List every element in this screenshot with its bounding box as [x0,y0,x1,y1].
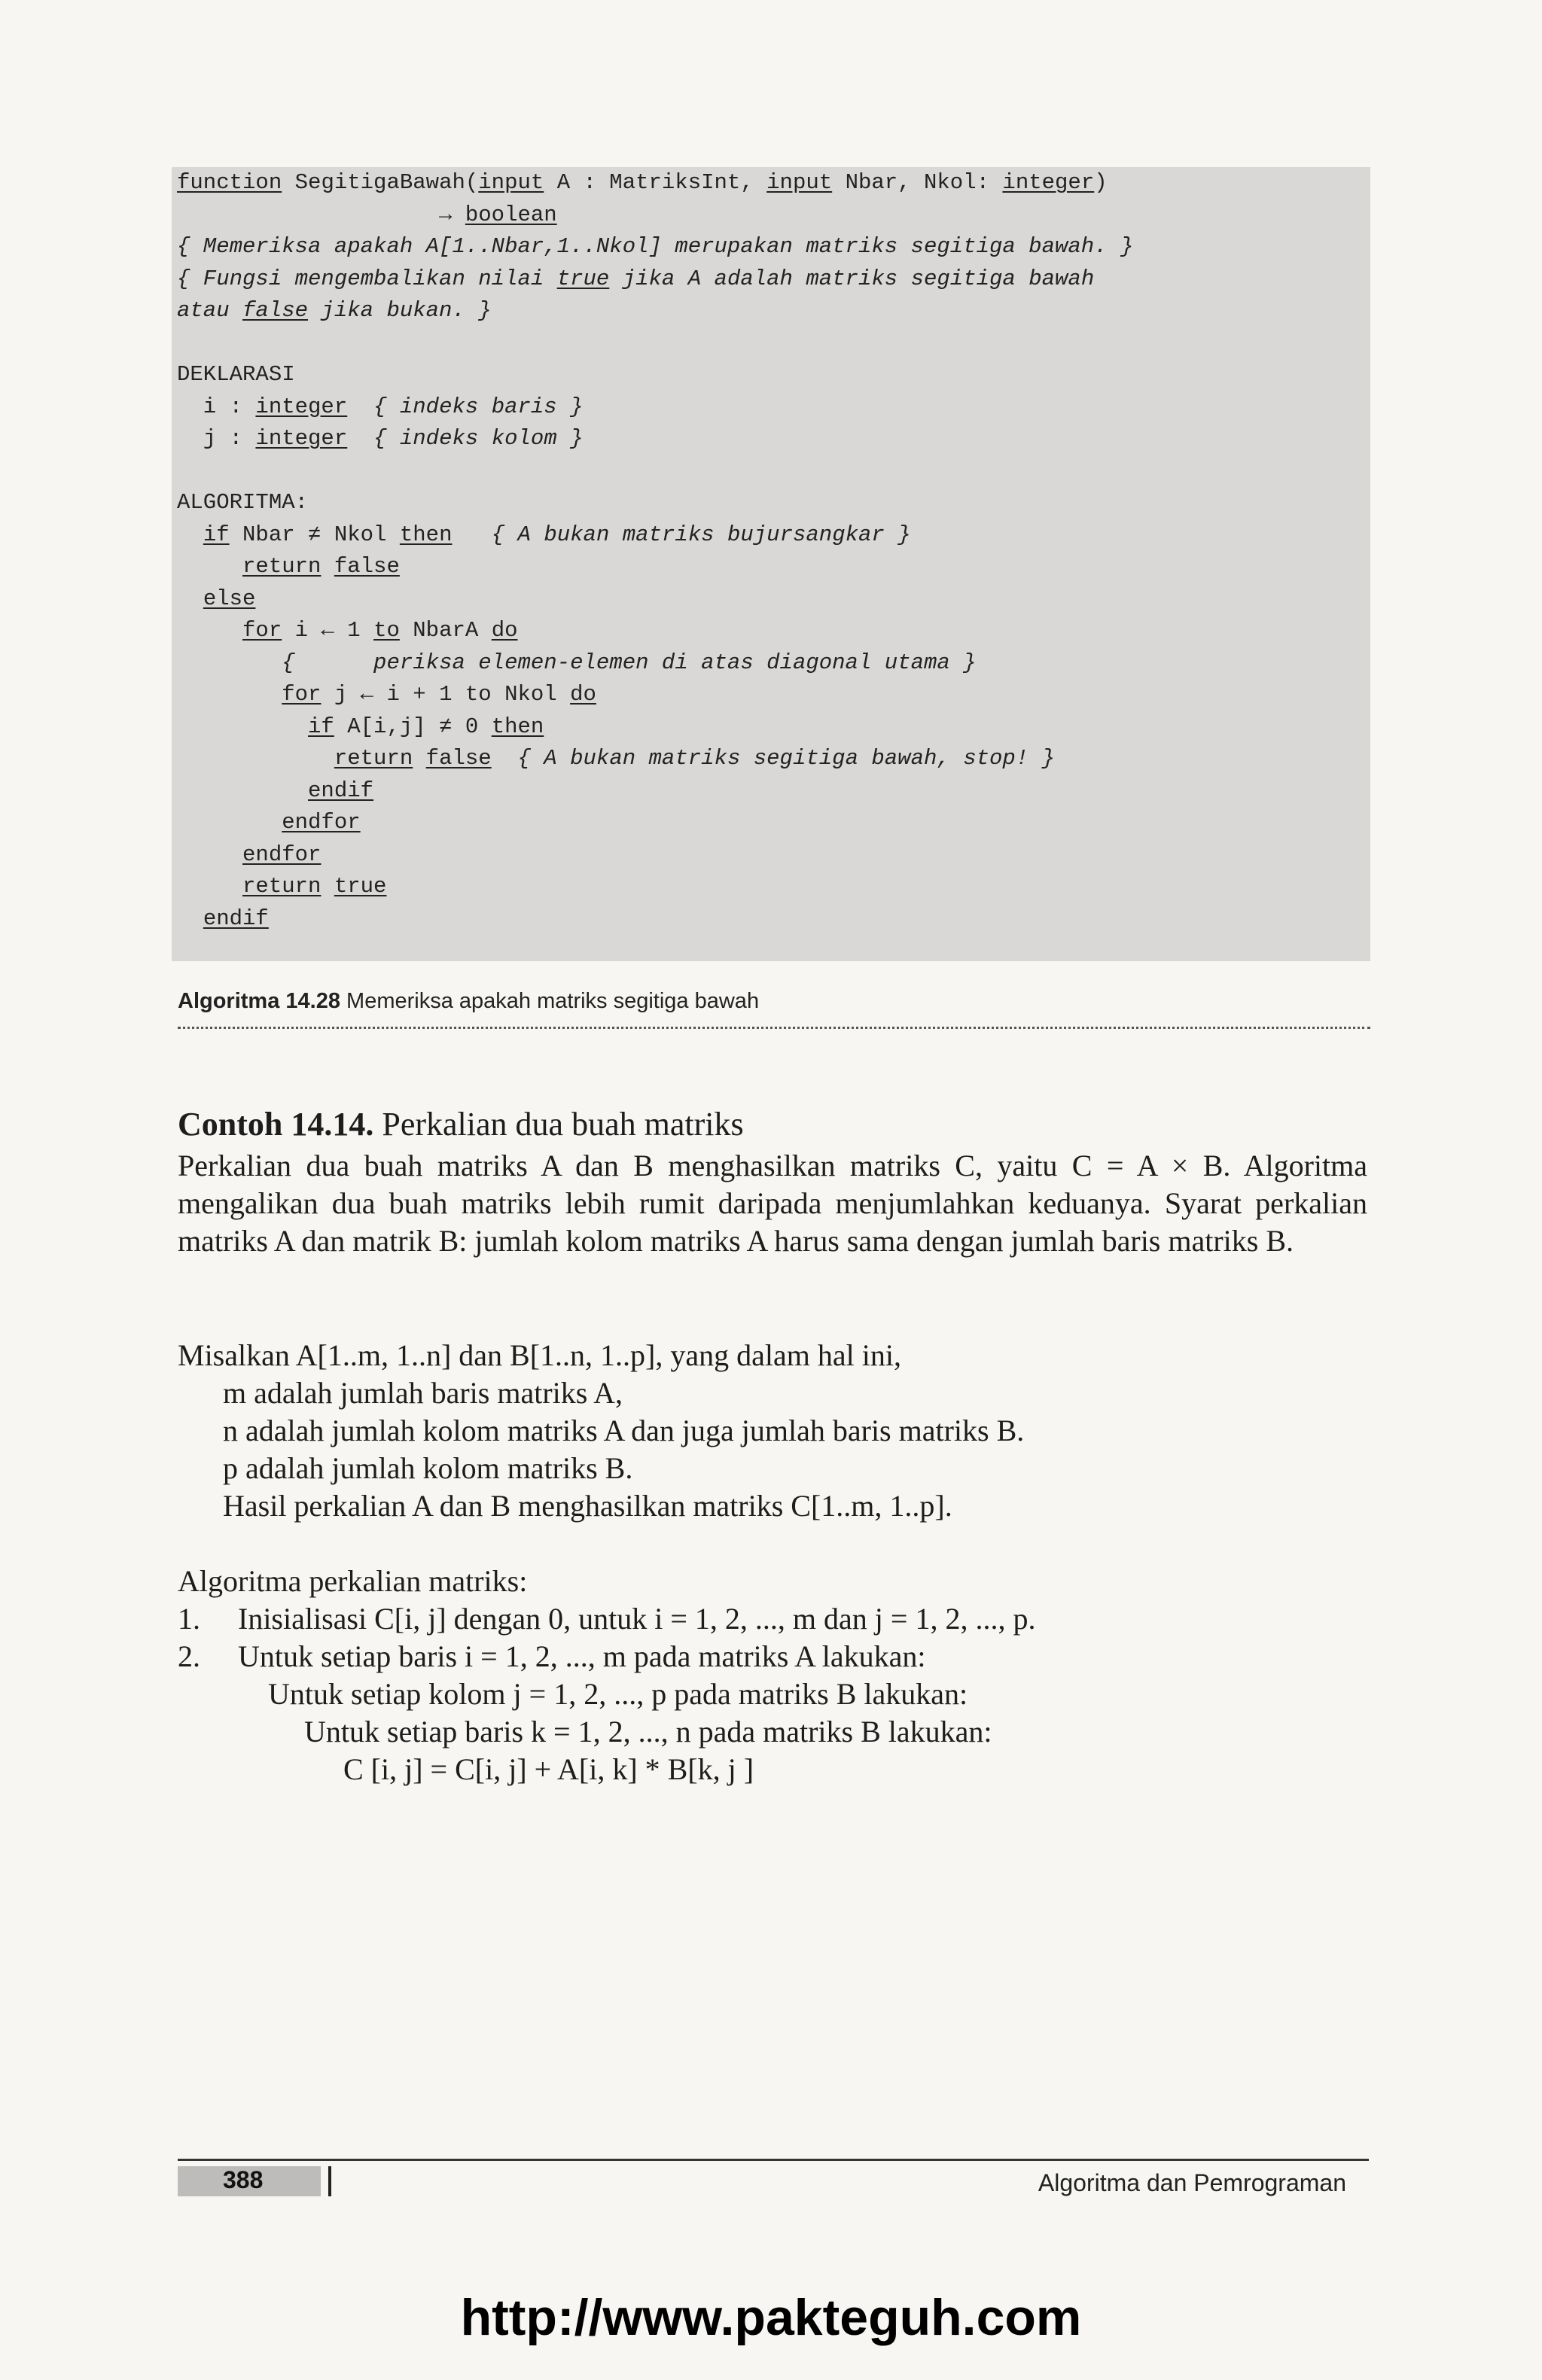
code-text [177,618,242,643]
code-keyword: to [373,618,400,643]
code-line [177,743,1367,775]
paragraph-text: Perkalian dua buah matriks A dan B menghasilkan matriks C, yaitu C = A × B. Algoritma mengalikan dua buah matriks lebih rumit daripada menjumlahkan keduanya. Syarat perkalian matriks A dan matrik B: jumlah kolom matriks A harus sama dengan jumlah baris matriks B. [178,1149,1367,1258]
code-comment: { A bukan matriks segitiga bawah, stop! } [517,746,1056,771]
code-line [177,295,1367,327]
code-text: → [177,202,465,227]
step-2a-text: Untuk setiap kolom j = 1, 2, ..., p pada matriks B lakukan: [268,1677,968,1711]
code-keyword: true [334,874,387,899]
step-2-number: 2. [178,1639,200,1673]
code-keyword: input [478,170,544,195]
code-comment: { indeks kolom } [373,426,584,451]
code-keyword: if [308,714,334,739]
code-text: NbarA [399,618,492,643]
code-line [177,871,1367,903]
code-text [177,522,203,547]
code-keyword: true [556,266,610,291]
code-comment: jika A adalah matriks segitiga bawah [609,266,1095,291]
code-keyword: do [491,618,518,643]
code-comment: { Fungsi mengembalikan nilai [177,266,557,291]
code-text: SegitigaBawah( [282,170,479,195]
code-keyword: else [203,586,256,611]
code-text: j : [177,426,256,451]
code-line [177,711,1367,744]
definition-p: p adalah jumlah kolom matriks B. [223,1451,633,1485]
step-2b-text: Untuk setiap baris k = 1, 2, ..., n pada matriks B lakukan: [304,1715,992,1748]
code-keyword: endif [308,778,374,803]
example-heading [178,1105,744,1143]
code-line [177,423,1367,455]
code-line [177,455,1367,488]
code-text [347,426,373,451]
code-text [177,650,282,675]
code-text [321,554,334,579]
code-keyword: return [334,746,413,771]
code-text [453,522,492,547]
page-number-divider [328,2166,331,2196]
book-title: Algoritma dan Pemrograman [1038,2169,1346,2196]
definition-m: m adalah jumlah baris matriks A, [223,1376,623,1410]
code-text [492,746,518,771]
code-keyword: false [425,746,492,771]
code-keyword: boolean [465,202,557,227]
code-line [177,231,1367,263]
code-text [177,778,308,803]
code-keyword: return [242,554,322,579]
code-line [177,359,1367,391]
code-comment: { indeks baris } [373,394,584,419]
code-keyword: false [242,298,309,323]
code-line [177,519,1367,552]
step-1-text: Inisialisasi C[i, j] dengan 0, untuk i = 1, 2, ..., m dan j = 1, 2, ..., p. [238,1602,1036,1636]
code-line [177,807,1367,839]
algorithm-caption [178,989,759,1014]
algorithm-code-block [177,167,1367,935]
step-2c-text: C [i, j] = C[i, j] + A[i, k] * B[k, j ] [343,1752,754,1786]
algorithm-title: Algoritma perkalian matriks: [178,1564,528,1598]
code-keyword: then [491,714,544,739]
caption-divider [178,1027,1370,1029]
code-text [347,394,373,419]
code-text [321,874,334,899]
code-keyword: integer [1002,170,1095,195]
caption-text: Memeriksa apakah matriks segitiga bawah [340,989,760,1013]
code-text [177,906,203,931]
code-comment: { periksa elemen-elemen di atas diagonal utama } [282,650,977,675]
code-line [177,615,1367,647]
example-paragraph [178,1147,1367,1260]
code-line [177,391,1367,424]
code-keyword: integer [255,394,348,419]
code-line [177,167,1367,199]
code-line [177,647,1367,680]
code-text: A[i,j] ≠ 0 [334,714,492,739]
code-keyword: if [203,522,230,547]
code-keyword: endfor [242,842,322,867]
code-text [177,554,242,579]
website-url: http://www.pakteguh.com [460,2289,1082,2346]
code-text: Nbar, Nkol: [832,170,1003,195]
caption-label: Algoritma 14.28 [178,989,340,1013]
code-keyword: for [282,682,322,707]
code-text [177,714,308,739]
code-line [177,839,1367,872]
code-text: A : MatriksInt, [544,170,767,195]
code-line [177,551,1367,583]
code-comment: { A bukan matriks bujursangkar } [491,522,911,547]
page-number: 388 [223,2166,264,2193]
example-title: Perkalian dua buah matriks [373,1106,744,1143]
step-2-text: Untuk setiap baris i = 1, 2, ..., m pada matriks A lakukan: [238,1639,926,1673]
code-text: DEKLARASI [177,362,295,387]
code-text: Nbar ≠ Nkol [229,522,400,547]
code-text: i ← 1 [282,618,374,643]
code-text [177,874,242,899]
code-comment: atau [177,298,243,323]
step-1-number: 1. [178,1602,200,1636]
code-keyword: endif [203,905,269,931]
code-text [177,746,334,771]
code-text: i : [177,394,256,419]
code-line [177,199,1367,232]
code-text [413,746,425,771]
code-keyword: for [242,618,282,643]
code-text [177,842,242,867]
code-text: ALGORITMA: [177,490,309,515]
code-text [177,682,282,707]
code-line [177,263,1367,296]
code-keyword: input [766,170,833,195]
code-keyword: function [177,170,282,195]
code-line [177,583,1367,616]
code-keyword: integer [255,426,348,451]
code-text [177,586,203,611]
code-keyword: do [570,682,596,707]
code-line [177,679,1367,711]
code-line [177,903,1367,936]
footer-rule [178,2159,1369,2161]
definition-n: n adalah jumlah kolom matriks A dan juga jumlah baris matriks B. [223,1414,1025,1447]
code-text: ) [1094,170,1108,195]
code-line [177,775,1367,808]
result-line: Hasil perkalian A dan B menghasilkan matriks C[1..m, 1..p]. [223,1489,952,1523]
misalkan-line: Misalkan A[1..m, 1..n] dan B[1..n, 1..p], yang dalam hal ini, [178,1338,901,1372]
code-line [177,327,1367,360]
code-keyword: endfor [282,810,361,835]
code-keyword: then [399,522,453,547]
code-text [177,810,282,835]
code-keyword: false [334,554,400,579]
code-comment: { Memeriksa apakah A[1..Nbar,1..Nkol] merupakan matriks segitiga bawah. } [177,234,1134,259]
example-number: Contoh 14.14. [178,1106,374,1143]
code-comment: jika bukan. } [308,298,492,323]
code-text: j ← i + 1 to Nkol [321,682,571,707]
code-line [177,487,1367,519]
code-keyword: return [242,874,322,899]
